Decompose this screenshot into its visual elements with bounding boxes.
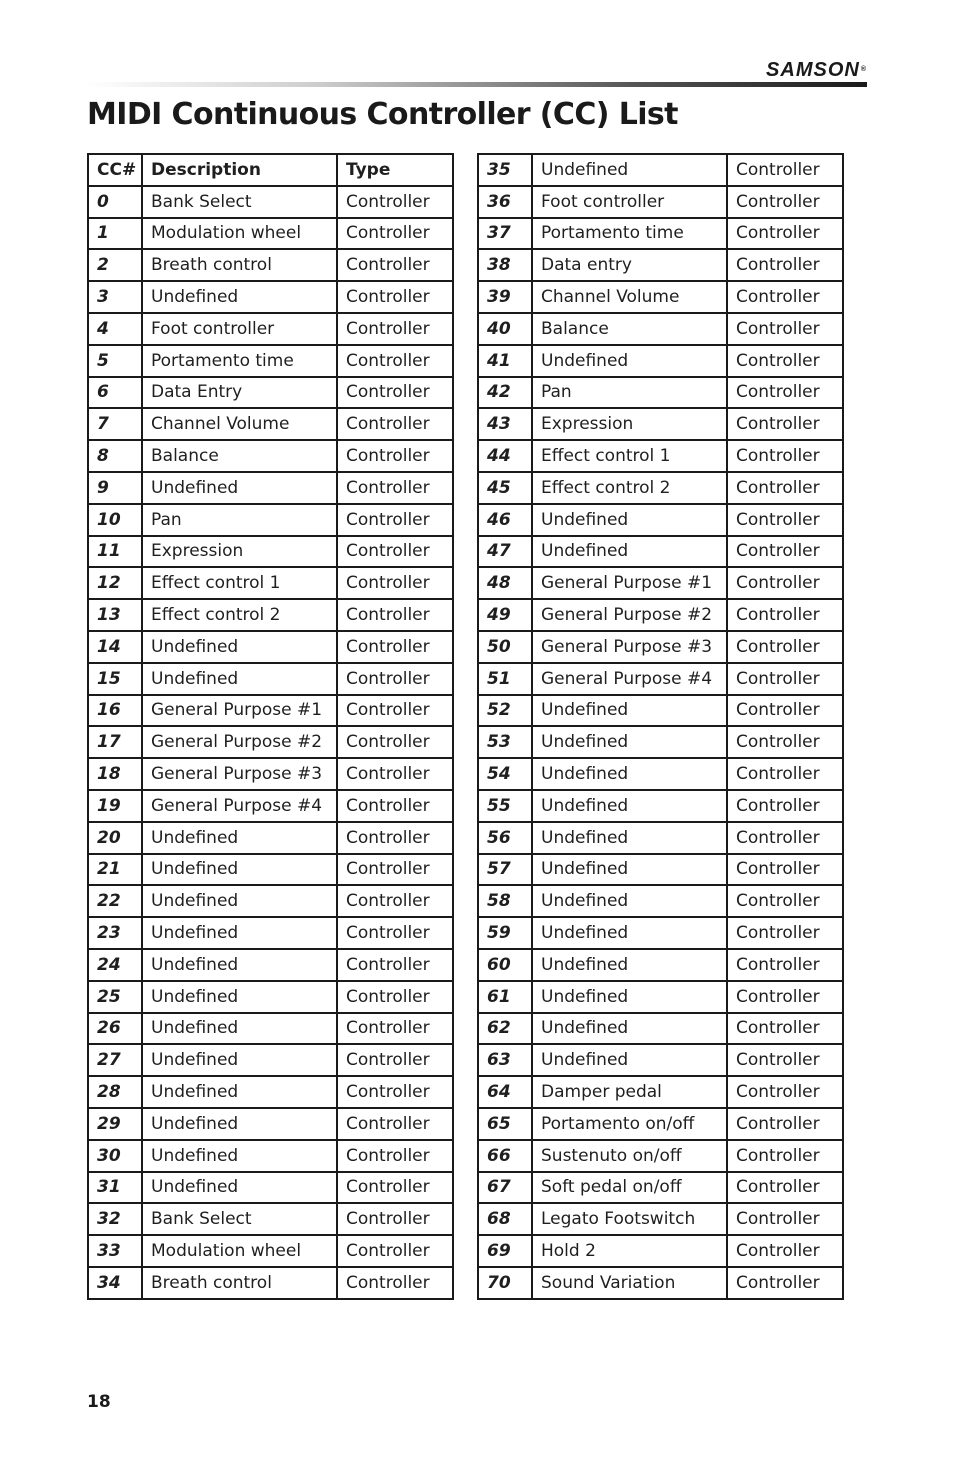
cc-description: Undefined	[532, 154, 727, 186]
cc-number: 57	[478, 854, 532, 886]
page-title: MIDI Continuous Controller (CC) List	[87, 97, 678, 132]
cc-type: Controller	[727, 1235, 843, 1267]
cc-type: Controller	[337, 1044, 453, 1076]
cc-type: Controller	[337, 186, 453, 218]
header-rule	[87, 82, 867, 87]
cc-number: 52	[478, 695, 532, 727]
cc-number: 25	[88, 981, 142, 1013]
cc-type: Controller	[337, 377, 453, 409]
cc-type: Controller	[727, 917, 843, 949]
table-row	[88, 218, 453, 250]
cc-description: Undefined	[532, 917, 727, 949]
cc-type: Controller	[337, 981, 453, 1013]
cc-description: Legato Footswitch	[532, 1203, 727, 1235]
cc-number: 4	[88, 313, 142, 345]
cc-description: Undefined	[532, 854, 727, 886]
cc-number: 17	[88, 726, 142, 758]
cc-description: Undefined	[142, 1108, 337, 1140]
cc-description: Hold 2	[532, 1235, 727, 1267]
cc-description: General Purpose #3	[142, 758, 337, 790]
cc-type: Controller	[727, 1044, 843, 1076]
cc-number: 2	[88, 249, 142, 281]
cc-type: Controller	[727, 154, 843, 186]
cc-type: Controller	[337, 885, 453, 917]
table-row	[88, 758, 453, 790]
cc-description: Expression	[532, 408, 727, 440]
cc-number: 6	[88, 377, 142, 409]
cc-number: 53	[478, 726, 532, 758]
cc-type: Controller	[727, 822, 843, 854]
cc-number: 30	[88, 1140, 142, 1172]
cc-description: Bank Select	[142, 186, 337, 218]
cc-type: Controller	[337, 917, 453, 949]
cc-type: Controller	[337, 218, 453, 250]
cc-number: 22	[88, 885, 142, 917]
table-row	[478, 1267, 843, 1299]
cc-description: Undefined	[142, 1076, 337, 1108]
table-row	[88, 663, 453, 695]
cc-type: Controller	[337, 1267, 453, 1299]
table-row	[478, 1172, 843, 1204]
table-row	[478, 758, 843, 790]
registered-mark: ®	[860, 66, 867, 73]
cc-description: Undefined	[142, 1140, 337, 1172]
cc-table-left	[87, 153, 454, 1300]
cc-type: Controller	[337, 726, 453, 758]
cc-number: 35	[478, 154, 532, 186]
table-row	[88, 567, 453, 599]
cc-description: Pan	[142, 504, 337, 536]
cc-description: Undefined	[532, 790, 727, 822]
cc-type: Controller	[727, 313, 843, 345]
table-row	[88, 917, 453, 949]
cc-type: Controller	[337, 599, 453, 631]
table-row	[88, 536, 453, 568]
cc-type: Controller	[727, 885, 843, 917]
table-row	[88, 281, 453, 313]
cc-number: 49	[478, 599, 532, 631]
cc-description: Undefined	[142, 981, 337, 1013]
cc-type: Controller	[337, 472, 453, 504]
cc-number: 64	[478, 1076, 532, 1108]
table-row	[88, 1013, 453, 1045]
cc-type: Controller	[337, 1140, 453, 1172]
cc-description: Channel Volume	[142, 408, 337, 440]
cc-number: 1	[88, 218, 142, 250]
cc-number: 32	[88, 1203, 142, 1235]
table-row	[88, 790, 453, 822]
cc-description: Damper pedal	[532, 1076, 727, 1108]
cc-description: Data Entry	[142, 377, 337, 409]
cc-number: 61	[478, 981, 532, 1013]
table-row	[478, 790, 843, 822]
column-header-number: CC#	[88, 154, 142, 186]
cc-type: Controller	[727, 663, 843, 695]
cc-description: Undefined	[142, 854, 337, 886]
table-row	[88, 1172, 453, 1204]
table-row	[478, 1140, 843, 1172]
cc-type: Controller	[337, 567, 453, 599]
cc-number: 44	[478, 440, 532, 472]
table-row	[478, 631, 843, 663]
cc-description: General Purpose #1	[532, 567, 727, 599]
table-row	[478, 377, 843, 409]
cc-number: 60	[478, 949, 532, 981]
cc-number: 45	[478, 472, 532, 504]
cc-number: 36	[478, 186, 532, 218]
cc-type: Controller	[727, 186, 843, 218]
table-row	[478, 1076, 843, 1108]
cc-type: Controller	[727, 949, 843, 981]
table-row	[88, 186, 453, 218]
cc-description: Undefined	[532, 504, 727, 536]
cc-type: Controller	[727, 790, 843, 822]
cc-type: Controller	[727, 536, 843, 568]
cc-description: Undefined	[142, 631, 337, 663]
cc-number: 10	[88, 504, 142, 536]
cc-description: Undefined	[532, 1044, 727, 1076]
table-row	[478, 249, 843, 281]
cc-number: 23	[88, 917, 142, 949]
cc-number: 40	[478, 313, 532, 345]
cc-description: Modulation wheel	[142, 1235, 337, 1267]
table-row	[478, 567, 843, 599]
cc-number: 65	[478, 1108, 532, 1140]
table-row	[88, 1108, 453, 1140]
table-row	[88, 1044, 453, 1076]
cc-type: Controller	[337, 1203, 453, 1235]
cc-number: 15	[88, 663, 142, 695]
cc-description: Portamento time	[532, 218, 727, 250]
cc-description: General Purpose #4	[532, 663, 727, 695]
cc-description: Undefined	[532, 345, 727, 377]
cc-description: Sound Variation	[532, 1267, 727, 1299]
cc-number: 63	[478, 1044, 532, 1076]
cc-table-right	[477, 153, 844, 1300]
cc-type: Controller	[337, 1108, 453, 1140]
cc-type: Controller	[727, 249, 843, 281]
cc-type: Controller	[337, 345, 453, 377]
cc-type: Controller	[337, 281, 453, 313]
cc-type: Controller	[727, 1013, 843, 1045]
cc-type: Controller	[727, 758, 843, 790]
table-row	[88, 313, 453, 345]
cc-type: Controller	[727, 695, 843, 727]
cc-description: Undefined	[142, 949, 337, 981]
cc-description: Soft pedal on/off	[532, 1172, 727, 1204]
cc-number: 70	[478, 1267, 532, 1299]
table-row	[88, 981, 453, 1013]
cc-description: Pan	[532, 377, 727, 409]
cc-number: 68	[478, 1203, 532, 1235]
cc-description: Undefined	[532, 885, 727, 917]
cc-description: Data entry	[532, 249, 727, 281]
table-row	[478, 1203, 843, 1235]
table-row	[88, 1267, 453, 1299]
table-row	[478, 917, 843, 949]
cc-number: 48	[478, 567, 532, 599]
table-row	[88, 1203, 453, 1235]
table-row	[478, 726, 843, 758]
cc-number: 3	[88, 281, 142, 313]
cc-description: Modulation wheel	[142, 218, 337, 250]
cc-type: Controller	[337, 758, 453, 790]
cc-number: 14	[88, 631, 142, 663]
cc-type: Controller	[337, 822, 453, 854]
cc-description: Effect control 1	[532, 440, 727, 472]
cc-description: Undefined	[532, 822, 727, 854]
cc-type: Controller	[337, 504, 453, 536]
cc-description: Undefined	[532, 981, 727, 1013]
cc-description: Undefined	[142, 472, 337, 504]
cc-type: Controller	[337, 631, 453, 663]
cc-description: Undefined	[532, 1013, 727, 1045]
cc-number: 5	[88, 345, 142, 377]
cc-description: General Purpose #2	[142, 726, 337, 758]
cc-type: Controller	[727, 1203, 843, 1235]
cc-number: 51	[478, 663, 532, 695]
table-row	[478, 981, 843, 1013]
table-row	[478, 281, 843, 313]
cc-description: General Purpose #2	[532, 599, 727, 631]
table-row	[88, 249, 453, 281]
table-row	[478, 1235, 843, 1267]
cc-description: Foot controller	[532, 186, 727, 218]
cc-type: Controller	[337, 695, 453, 727]
cc-type: Controller	[337, 1235, 453, 1267]
cc-description: General Purpose #3	[532, 631, 727, 663]
cc-number: 20	[88, 822, 142, 854]
cc-number: 62	[478, 1013, 532, 1045]
cc-type: Controller	[727, 726, 843, 758]
cc-number: 0	[88, 186, 142, 218]
page-number: 18	[87, 1392, 111, 1412]
cc-type: Controller	[727, 408, 843, 440]
cc-type: Controller	[337, 1076, 453, 1108]
table-row	[478, 186, 843, 218]
cc-description: Bank Select	[142, 1203, 337, 1235]
cc-description: Effect control 2	[142, 599, 337, 631]
cc-number: 41	[478, 345, 532, 377]
table-row	[478, 504, 843, 536]
cc-number: 16	[88, 695, 142, 727]
table-row	[88, 377, 453, 409]
table-row	[478, 408, 843, 440]
cc-description: Undefined	[142, 281, 337, 313]
cc-type: Controller	[727, 1267, 843, 1299]
cc-type: Controller	[727, 1140, 843, 1172]
cc-description: Effect control 2	[532, 472, 727, 504]
cc-description: Breath control	[142, 1267, 337, 1299]
table-row	[478, 1013, 843, 1045]
brand-name: SAMSON	[766, 59, 860, 81]
table-row	[88, 695, 453, 727]
cc-number: 50	[478, 631, 532, 663]
cc-type: Controller	[727, 1172, 843, 1204]
column-header-description: Description	[142, 154, 337, 186]
cc-type: Controller	[337, 854, 453, 886]
cc-number: 56	[478, 822, 532, 854]
table-row	[478, 1044, 843, 1076]
table-row	[478, 695, 843, 727]
cc-description: Balance	[142, 440, 337, 472]
table-row	[88, 472, 453, 504]
cc-type: Controller	[337, 313, 453, 345]
cc-number: 38	[478, 249, 532, 281]
table-row	[88, 1235, 453, 1267]
cc-type: Controller	[337, 663, 453, 695]
table-row	[88, 345, 453, 377]
cc-type: Controller	[727, 981, 843, 1013]
cc-number: 69	[478, 1235, 532, 1267]
cc-description: Undefined	[532, 758, 727, 790]
cc-number: 39	[478, 281, 532, 313]
table-row	[478, 885, 843, 917]
table-row	[478, 822, 843, 854]
cc-number: 46	[478, 504, 532, 536]
table-row	[478, 1108, 843, 1140]
table-row	[478, 154, 843, 186]
cc-description: Balance	[532, 313, 727, 345]
cc-type: Controller	[337, 790, 453, 822]
cc-number: 47	[478, 536, 532, 568]
table-row	[88, 1076, 453, 1108]
cc-type: Controller	[337, 249, 453, 281]
cc-description: Channel Volume	[532, 281, 727, 313]
cc-type: Controller	[337, 408, 453, 440]
cc-type: Controller	[727, 1108, 843, 1140]
cc-number: 12	[88, 567, 142, 599]
cc-number: 27	[88, 1044, 142, 1076]
cc-number: 21	[88, 854, 142, 886]
cc-number: 24	[88, 949, 142, 981]
column-header-type: Type	[337, 154, 453, 186]
table-row	[88, 726, 453, 758]
cc-number: 55	[478, 790, 532, 822]
cc-description: Breath control	[142, 249, 337, 281]
cc-number: 58	[478, 885, 532, 917]
cc-number: 7	[88, 408, 142, 440]
table-row	[478, 218, 843, 250]
cc-number: 59	[478, 917, 532, 949]
cc-number: 67	[478, 1172, 532, 1204]
table-row	[88, 822, 453, 854]
table-row	[88, 854, 453, 886]
cc-type: Controller	[727, 218, 843, 250]
cc-description: General Purpose #4	[142, 790, 337, 822]
cc-type: Controller	[727, 345, 843, 377]
cc-type: Controller	[727, 281, 843, 313]
cc-number: 42	[478, 377, 532, 409]
cc-description: Undefined	[142, 1044, 337, 1076]
cc-number: 29	[88, 1108, 142, 1140]
table-row	[478, 663, 843, 695]
cc-number: 9	[88, 472, 142, 504]
table-row	[88, 949, 453, 981]
table-row	[478, 536, 843, 568]
table-row	[88, 599, 453, 631]
cc-description: Undefined	[142, 1013, 337, 1045]
cc-type: Controller	[727, 377, 843, 409]
table-row	[88, 631, 453, 663]
table-row	[478, 599, 843, 631]
cc-number: 33	[88, 1235, 142, 1267]
cc-description: Undefined	[142, 1172, 337, 1204]
cc-type: Controller	[727, 440, 843, 472]
cc-number: 11	[88, 536, 142, 568]
cc-description: Sustenuto on/off	[532, 1140, 727, 1172]
table-row	[478, 854, 843, 886]
table-row	[88, 504, 453, 536]
cc-number: 8	[88, 440, 142, 472]
cc-type: Controller	[337, 1013, 453, 1045]
cc-type: Controller	[727, 504, 843, 536]
cc-number: 34	[88, 1267, 142, 1299]
cc-description: Undefined	[532, 949, 727, 981]
cc-type: Controller	[727, 1076, 843, 1108]
cc-type: Controller	[337, 536, 453, 568]
cc-description: Portamento time	[142, 345, 337, 377]
cc-number: 66	[478, 1140, 532, 1172]
cc-description: Undefined	[142, 917, 337, 949]
cc-description: Expression	[142, 536, 337, 568]
cc-description: Undefined	[142, 885, 337, 917]
cc-type: Controller	[727, 472, 843, 504]
cc-type: Controller	[727, 599, 843, 631]
cc-type: Controller	[337, 949, 453, 981]
cc-number: 18	[88, 758, 142, 790]
table-row	[478, 440, 843, 472]
cc-description: Foot controller	[142, 313, 337, 345]
cc-type: Controller	[337, 440, 453, 472]
table-row	[478, 313, 843, 345]
table-row	[478, 345, 843, 377]
cc-description: Undefined	[532, 536, 727, 568]
table-row	[88, 408, 453, 440]
cc-number: 37	[478, 218, 532, 250]
cc-number: 31	[88, 1172, 142, 1204]
cc-description: Portamento on/off	[532, 1108, 727, 1140]
table-row	[478, 949, 843, 981]
cc-type: Controller	[727, 854, 843, 886]
cc-description: Undefined	[532, 726, 727, 758]
cc-description: Undefined	[142, 822, 337, 854]
table-row	[478, 472, 843, 504]
cc-description: General Purpose #1	[142, 695, 337, 727]
cc-number: 19	[88, 790, 142, 822]
table-row	[88, 885, 453, 917]
brand-logo	[735, 58, 867, 82]
cc-number: 54	[478, 758, 532, 790]
cc-description: Effect control 1	[142, 567, 337, 599]
cc-number: 43	[478, 408, 532, 440]
cc-description: Undefined	[532, 695, 727, 727]
cc-number: 26	[88, 1013, 142, 1045]
table-header-row	[88, 154, 453, 186]
cc-type: Controller	[727, 567, 843, 599]
cc-number: 28	[88, 1076, 142, 1108]
cc-type: Controller	[337, 1172, 453, 1204]
cc-description: Undefined	[142, 663, 337, 695]
cc-number: 13	[88, 599, 142, 631]
table-row	[88, 1140, 453, 1172]
table-row	[88, 440, 453, 472]
cc-type: Controller	[727, 631, 843, 663]
